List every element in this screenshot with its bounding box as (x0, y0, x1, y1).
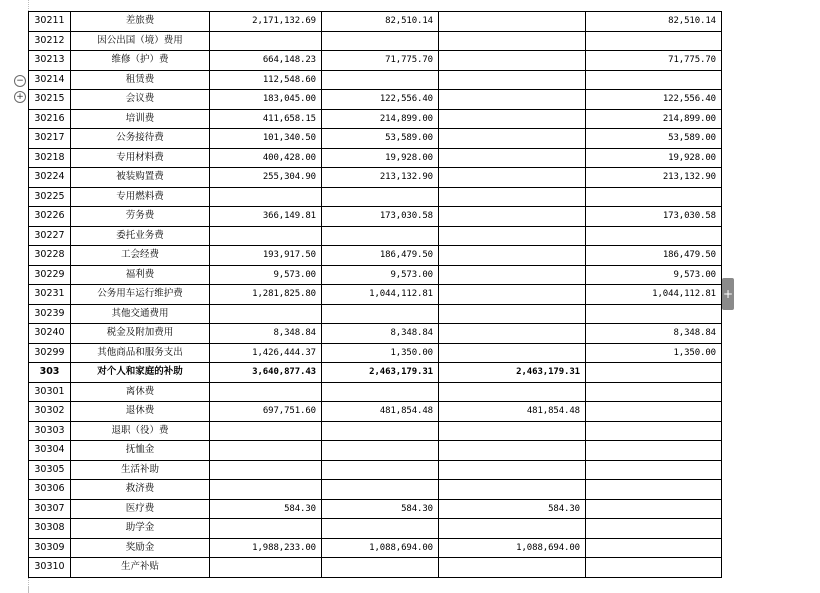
row-current-year-cell[interactable]: 1,044,112.81 (322, 285, 439, 305)
row-total-cell[interactable]: 9,573.00 (210, 265, 322, 285)
row-current-year-cell[interactable]: 481,854.48 (322, 402, 439, 422)
row-current-year-cell[interactable]: 1,350.00 (322, 343, 439, 363)
row-basic-expense-cell[interactable] (439, 31, 586, 51)
table-row (29, 558, 722, 578)
row-current-year-cell[interactable] (322, 519, 439, 539)
row-basic-expense-cell[interactable] (439, 285, 586, 305)
row-basic-expense-cell[interactable] (439, 51, 586, 71)
row-total-cell[interactable]: 1,281,825.80 (210, 285, 322, 305)
row-total-cell[interactable] (210, 31, 322, 51)
row-project-expense-cell[interactable] (586, 499, 722, 519)
row-basic-expense-cell[interactable] (439, 187, 586, 207)
table-row (29, 421, 722, 441)
row-project-expense-cell[interactable] (586, 31, 722, 51)
row-current-year-cell[interactable] (322, 382, 439, 402)
row-name-cell[interactable]: 专用材料费 (71, 148, 210, 168)
row-name-cell[interactable]: 助学金 (71, 519, 210, 539)
row-project-expense-cell[interactable]: 9,573.00 (586, 265, 722, 285)
row-total-cell[interactable]: 1,426,444.37 (210, 343, 322, 363)
row-basic-expense-cell[interactable] (439, 382, 586, 402)
row-total-cell[interactable]: 411,658.15 (210, 109, 322, 129)
row-code-cell[interactable]: 30301 (29, 382, 71, 402)
row-current-year-cell[interactable]: 9,573.00 (322, 265, 439, 285)
row-code-cell[interactable]: 30299 (29, 343, 71, 363)
row-basic-expense-cell[interactable] (439, 558, 586, 578)
row-project-expense-cell[interactable]: 8,348.84 (586, 324, 722, 344)
row-code-cell[interactable]: 30212 (29, 31, 71, 51)
row-name-cell[interactable]: 会议费 (71, 90, 210, 110)
row-name-cell[interactable]: 对个人和家庭的补助 (71, 363, 210, 383)
row-name-cell[interactable]: 救济费 (71, 480, 210, 500)
row-name-cell[interactable]: 差旅费 (71, 12, 210, 32)
row-name-cell[interactable]: 其他交通费用 (71, 304, 210, 324)
row-code-cell[interactable]: 30308 (29, 519, 71, 539)
row-total-cell[interactable] (210, 382, 322, 402)
row-basic-expense-cell[interactable] (439, 324, 586, 344)
row-current-year-cell[interactable]: 213,132.90 (322, 168, 439, 188)
table-row (29, 148, 722, 168)
row-code-cell[interactable]: 30213 (29, 51, 71, 71)
row-current-year-cell[interactable]: 214,899.00 (322, 109, 439, 129)
row-current-year-cell[interactable]: 19,928.00 (322, 148, 439, 168)
row-name-cell[interactable]: 其他商品和服务支出 (71, 343, 210, 363)
page-corner-mark (28, 587, 35, 593)
row-current-year-cell[interactable] (322, 558, 439, 578)
row-total-cell[interactable] (210, 226, 322, 246)
row-project-expense-cell[interactable] (586, 187, 722, 207)
row-total-cell[interactable] (210, 304, 322, 324)
row-current-year-cell[interactable]: 173,030.58 (322, 207, 439, 227)
table-row (29, 363, 722, 383)
row-project-expense-cell[interactable]: 173,030.58 (586, 207, 722, 227)
row-name-cell[interactable]: 福利费 (71, 265, 210, 285)
expenditure-table (28, 11, 722, 578)
row-basic-expense-cell[interactable]: 2,463,179.31 (439, 363, 586, 383)
row-total-cell[interactable] (210, 519, 322, 539)
row-current-year-cell[interactable] (322, 187, 439, 207)
row-basic-expense-cell[interactable] (439, 129, 586, 149)
row-total-cell[interactable]: 1,988,233.00 (210, 538, 322, 558)
row-basic-expense-cell[interactable] (439, 148, 586, 168)
table-row (29, 226, 722, 246)
table-row (29, 207, 722, 227)
row-name-cell[interactable]: 被装购置费 (71, 168, 210, 188)
row-basic-expense-cell[interactable]: 1,088,694.00 (439, 538, 586, 558)
table-row (29, 499, 722, 519)
row-current-year-cell[interactable]: 584.30 (322, 499, 439, 519)
row-project-expense-cell[interactable]: 213,132.90 (586, 168, 722, 188)
table-row (29, 480, 722, 500)
row-project-expense-cell[interactable] (586, 382, 722, 402)
table-row (29, 70, 722, 90)
expand-row-icon[interactable]: + (14, 91, 26, 103)
table-row (29, 324, 722, 344)
row-current-year-cell[interactable]: 8,348.84 (322, 324, 439, 344)
row-code-cell[interactable]: 30307 (29, 499, 71, 519)
row-total-cell[interactable] (210, 558, 322, 578)
table-row (29, 51, 722, 71)
row-name-cell[interactable]: 医疗费 (71, 499, 210, 519)
row-total-cell[interactable]: 584.30 (210, 499, 322, 519)
collapse-row-icon[interactable]: − (14, 75, 26, 87)
row-name-cell[interactable]: 培训费 (71, 109, 210, 129)
table-row (29, 343, 722, 363)
row-project-expense-cell[interactable] (586, 519, 722, 539)
row-basic-expense-cell[interactable] (439, 90, 586, 110)
row-total-cell[interactable] (210, 460, 322, 480)
row-name-cell[interactable]: 委托业务费 (71, 226, 210, 246)
row-name-cell[interactable]: 退职（役）费 (71, 421, 210, 441)
row-project-expense-cell[interactable]: 53,589.00 (586, 129, 722, 149)
row-project-expense-cell[interactable] (586, 304, 722, 324)
table-row (29, 382, 722, 402)
row-project-expense-cell[interactable] (586, 538, 722, 558)
row-name-cell[interactable]: 劳务费 (71, 207, 210, 227)
row-total-cell[interactable] (210, 421, 322, 441)
row-basic-expense-cell[interactable] (439, 441, 586, 461)
row-code-cell[interactable]: 30305 (29, 460, 71, 480)
table-row (29, 168, 722, 188)
row-code-cell[interactable]: 30302 (29, 402, 71, 422)
table-body (29, 12, 722, 578)
table-row (29, 31, 722, 51)
row-code-cell[interactable]: 30217 (29, 129, 71, 149)
row-basic-expense-cell[interactable] (439, 421, 586, 441)
row-name-cell[interactable]: 离休费 (71, 382, 210, 402)
row-total-cell[interactable]: 112,548.60 (210, 70, 322, 90)
row-current-year-cell[interactable] (322, 226, 439, 246)
row-project-expense-cell[interactable] (586, 421, 722, 441)
row-code-cell[interactable]: 30211 (29, 12, 71, 32)
row-basic-expense-cell[interactable] (439, 109, 586, 129)
row-basic-expense-cell[interactable] (439, 12, 586, 32)
row-code-cell[interactable]: 30229 (29, 265, 71, 285)
table-row (29, 12, 722, 32)
row-code-cell[interactable]: 30228 (29, 246, 71, 266)
table-row (29, 90, 722, 110)
row-total-cell[interactable] (210, 441, 322, 461)
table-row (29, 265, 722, 285)
row-project-expense-cell[interactable] (586, 70, 722, 90)
row-project-expense-cell[interactable] (586, 441, 722, 461)
row-total-cell[interactable]: 255,304.90 (210, 168, 322, 188)
row-basic-expense-cell[interactable] (439, 265, 586, 285)
row-code-cell[interactable]: 30226 (29, 207, 71, 227)
table-row (29, 460, 722, 480)
row-current-year-cell[interactable]: 122,556.40 (322, 90, 439, 110)
row-current-year-cell[interactable]: 1,088,694.00 (322, 538, 439, 558)
table-row (29, 538, 722, 558)
row-project-expense-cell[interactable] (586, 460, 722, 480)
row-code-cell[interactable]: 30224 (29, 168, 71, 188)
row-current-year-cell[interactable] (322, 304, 439, 324)
table-row (29, 441, 722, 461)
row-current-year-cell[interactable] (322, 421, 439, 441)
row-name-cell[interactable]: 公务接待费 (71, 129, 210, 149)
row-current-year-cell[interactable] (322, 480, 439, 500)
row-total-cell[interactable] (210, 480, 322, 500)
row-current-year-cell[interactable] (322, 460, 439, 480)
row-code-cell[interactable]: 30240 (29, 324, 71, 344)
row-total-cell[interactable]: 193,917.50 (210, 246, 322, 266)
row-name-cell[interactable]: 专用燃料费 (71, 187, 210, 207)
row-basic-expense-cell[interactable] (439, 304, 586, 324)
row-total-cell[interactable]: 3,640,877.43 (210, 363, 322, 383)
row-total-cell[interactable]: 8,348.84 (210, 324, 322, 344)
row-project-expense-cell[interactable] (586, 226, 722, 246)
row-name-cell[interactable]: 工会经费 (71, 246, 210, 266)
row-total-cell[interactable]: 366,149.81 (210, 207, 322, 227)
row-project-expense-cell[interactable]: 214,899.00 (586, 109, 722, 129)
table-add-column-handle[interactable]: + (722, 278, 734, 310)
row-current-year-cell[interactable]: 82,510.14 (322, 12, 439, 32)
row-project-expense-cell[interactable]: 186,479.50 (586, 246, 722, 266)
row-name-cell[interactable]: 生产补贴 (71, 558, 210, 578)
row-current-year-cell[interactable]: 71,775.70 (322, 51, 439, 71)
row-project-expense-cell[interactable]: 122,556.40 (586, 90, 722, 110)
row-basic-expense-cell[interactable] (439, 207, 586, 227)
row-project-expense-cell[interactable] (586, 480, 722, 500)
row-basic-expense-cell[interactable] (439, 519, 586, 539)
row-name-cell[interactable]: 抚恤金 (71, 441, 210, 461)
row-code-cell[interactable]: 303 (29, 363, 71, 383)
row-project-expense-cell[interactable]: 1,044,112.81 (586, 285, 722, 305)
row-project-expense-cell[interactable]: 71,775.70 (586, 51, 722, 71)
row-code-cell[interactable]: 30306 (29, 480, 71, 500)
row-code-cell[interactable]: 30215 (29, 90, 71, 110)
row-current-year-cell[interactable]: 53,589.00 (322, 129, 439, 149)
row-name-cell[interactable]: 因公出国（境）费用 (71, 31, 210, 51)
row-current-year-cell[interactable] (322, 441, 439, 461)
row-code-cell[interactable]: 30231 (29, 285, 71, 305)
row-code-cell[interactable]: 30310 (29, 558, 71, 578)
table-row (29, 187, 722, 207)
row-total-cell[interactable]: 183,045.00 (210, 90, 322, 110)
row-code-cell[interactable]: 30216 (29, 109, 71, 129)
row-basic-expense-cell[interactable] (439, 246, 586, 266)
row-project-expense-cell[interactable]: 82,510.14 (586, 12, 722, 32)
row-basic-expense-cell[interactable]: 584.30 (439, 499, 586, 519)
row-total-cell[interactable] (210, 187, 322, 207)
row-basic-expense-cell[interactable] (439, 168, 586, 188)
row-total-cell[interactable]: 697,751.60 (210, 402, 322, 422)
row-basic-expense-cell[interactable] (439, 480, 586, 500)
row-total-cell[interactable]: 400,428.00 (210, 148, 322, 168)
row-total-cell[interactable]: 101,340.50 (210, 129, 322, 149)
row-name-cell[interactable]: 租赁费 (71, 70, 210, 90)
row-current-year-cell[interactable]: 186,479.50 (322, 246, 439, 266)
table-row (29, 519, 722, 539)
row-project-expense-cell[interactable] (586, 363, 722, 383)
row-basic-expense-cell[interactable] (439, 460, 586, 480)
row-code-cell[interactable]: 30239 (29, 304, 71, 324)
row-code-cell[interactable]: 30214 (29, 70, 71, 90)
row-current-year-cell[interactable] (322, 31, 439, 51)
row-project-expense-cell[interactable] (586, 402, 722, 422)
row-project-expense-cell[interactable] (586, 558, 722, 578)
row-basic-expense-cell[interactable] (439, 226, 586, 246)
row-total-cell[interactable]: 664,148.23 (210, 51, 322, 71)
table-row (29, 246, 722, 266)
table-row (29, 402, 722, 422)
row-basic-expense-cell[interactable]: 481,854.48 (439, 402, 586, 422)
table-row (29, 304, 722, 324)
row-code-cell[interactable]: 30304 (29, 441, 71, 461)
row-code-cell[interactable]: 30303 (29, 421, 71, 441)
row-name-cell[interactable]: 税金及附加费用 (71, 324, 210, 344)
row-code-cell[interactable]: 30218 (29, 148, 71, 168)
row-code-cell[interactable]: 30227 (29, 226, 71, 246)
row-code-cell[interactable]: 30225 (29, 187, 71, 207)
row-basic-expense-cell[interactable] (439, 70, 586, 90)
row-basic-expense-cell[interactable] (439, 343, 586, 363)
table-row (29, 129, 722, 149)
row-code-cell[interactable]: 30309 (29, 538, 71, 558)
row-current-year-cell[interactable] (322, 70, 439, 90)
row-name-cell[interactable]: 公务用车运行维护费 (71, 285, 210, 305)
row-name-cell[interactable]: 维修（护）费 (71, 51, 210, 71)
table-row (29, 285, 722, 305)
row-total-cell[interactable]: 2,171,132.69 (210, 12, 322, 32)
row-project-expense-cell[interactable]: 1,350.00 (586, 343, 722, 363)
row-project-expense-cell[interactable]: 19,928.00 (586, 148, 722, 168)
row-name-cell[interactable]: 退休费 (71, 402, 210, 422)
table-row (29, 109, 722, 129)
row-name-cell[interactable]: 生活补助 (71, 460, 210, 480)
row-current-year-cell[interactable]: 2,463,179.31 (322, 363, 439, 383)
row-name-cell[interactable]: 奖励金 (71, 538, 210, 558)
